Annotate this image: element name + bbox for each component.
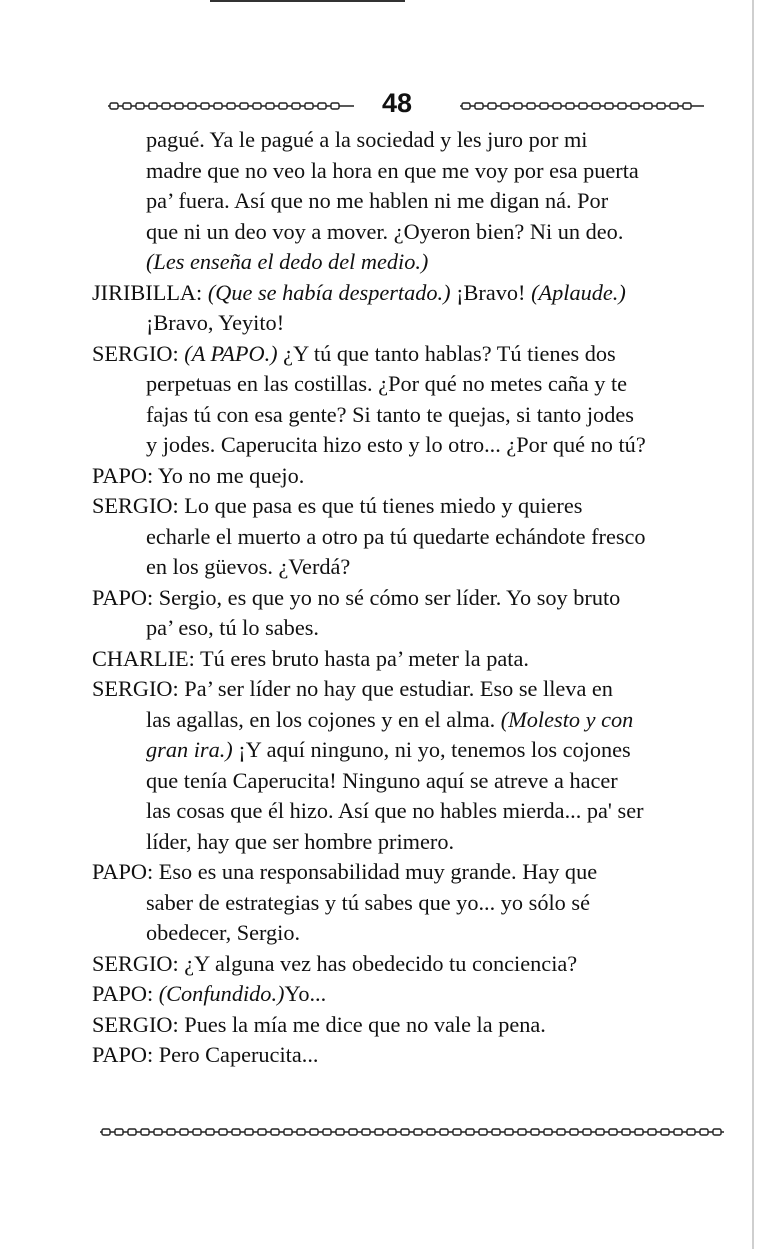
line-text: SERGIO: Lo que pasa es que tú tienes miedo y quieres — [92, 493, 583, 518]
line-text: las agallas, en los cojones y en el alma. — [146, 706, 501, 732]
stage-direction: gran ira.) — [146, 737, 233, 762]
top-edge-line — [210, 0, 405, 2]
line-text: ¿Y tú que tanto hablas? Tú tienes dos — [277, 340, 616, 366]
line-text: ¡Y aquí ninguno, ni yo, tenemos los cojones — [232, 737, 631, 762]
line-text: obedecer, Sergio. — [146, 920, 301, 945]
continuation-line — [92, 308, 722, 339]
chain-links — [108, 102, 354, 112]
stage-direction: (Que se había despertado.) — [207, 279, 451, 305]
line-text: en los güevos. ¿Verdá? — [146, 554, 351, 579]
continuation-line — [92, 766, 722, 797]
dialogue-line — [92, 278, 722, 309]
right-page-edge — [752, 0, 754, 1249]
line-text: que tenía Caperucita! Ninguno aquí se atreve a hacer — [146, 767, 618, 793]
line-text: PAPO: Sergio, es que yo no sé cómo ser líder. Yo soy bruto — [92, 584, 621, 610]
continuation-line — [92, 125, 722, 156]
line-text: ¡Bravo! — [450, 279, 532, 305]
chain-links — [100, 1128, 724, 1138]
line-text: SERGIO: Pa’ ser líder no hay que estudiar. Eso se lleva en — [92, 676, 613, 701]
continuation-line — [92, 156, 722, 187]
line-text: SERGIO: ¿Y alguna vez has obedecido tu conciencia? — [92, 950, 578, 976]
stage-direction: (A PAPO.) — [184, 340, 278, 366]
continuation-line — [92, 705, 722, 736]
continuation-line — [92, 552, 722, 583]
dialogue-line — [92, 583, 722, 614]
line-text: SERGIO: — [92, 340, 185, 366]
line-text: CHARLIE: Tú eres bruto hasta pa’ meter la pata. — [92, 645, 529, 671]
line-text: pa’ eso, tú lo sabes. — [146, 615, 319, 640]
dialogue-line — [92, 491, 722, 522]
line-text: Yo... — [284, 981, 327, 1006]
chain-links — [460, 102, 704, 112]
continuation-line — [92, 918, 722, 949]
line-text: PAPO: — [92, 981, 159, 1006]
continuation-line — [92, 827, 722, 858]
line-text: SERGIO: Pues la mía me dice que no vale la pena. — [92, 1011, 546, 1037]
continuation-line — [92, 247, 722, 278]
page-number: 48 — [381, 88, 413, 118]
dialogue-line — [92, 1010, 722, 1041]
line-text: JIRIBILLA: — [92, 279, 208, 305]
line-text: madre que no veo la hora en que me voy por esa puerta — [146, 157, 639, 183]
dialogue-line — [92, 1040, 722, 1071]
line-text: PAPO: Pero Caperucita... — [92, 1042, 319, 1067]
continuation-line — [92, 186, 722, 217]
line-text: ¡Bravo, Yeyito! — [146, 310, 285, 335]
line-text: PAPO: Yo no me quejo. — [92, 462, 305, 488]
stage-direction: (Molesto y con — [500, 706, 634, 732]
stage-direction: (Les enseña el dedo del medio.) — [146, 249, 429, 274]
line-text: que ni un deo voy a mover. ¿Oyeron bien? Ni un deo. — [146, 218, 624, 244]
dialogue-line — [92, 674, 722, 705]
continuation-line — [92, 400, 722, 431]
continuation-line — [92, 430, 722, 461]
continuation-line — [92, 796, 722, 827]
dialogue-line — [92, 949, 722, 980]
dialogue-line — [92, 857, 722, 888]
continuation-line — [92, 369, 722, 400]
line-text: líder, hay que ser hombre primero. — [146, 828, 455, 854]
stage-direction: (Confundido.) — [158, 981, 285, 1006]
line-text: PAPO: Eso es una responsabilidad muy grande. Hay que — [92, 859, 598, 884]
dialogue-line — [92, 979, 722, 1010]
header-chain-left — [108, 102, 354, 110]
header-chain-right — [460, 102, 704, 110]
continuation-line — [92, 735, 722, 766]
dialogue-line — [92, 644, 722, 675]
continuation-line — [92, 522, 722, 553]
line-text: fajas tú con esa gente? Si tanto te quejas, si tanto jodes — [146, 401, 634, 427]
line-text: las cosas que él hizo. Así que no hables mierda... pa' ser — [146, 798, 644, 823]
line-text: y jodes. Caperucita hizo esto y lo otro... ¿Por qué no tú? — [146, 432, 646, 457]
dialogue-line — [92, 339, 722, 370]
stage-direction: (Aplaude.) — [531, 279, 626, 305]
dialogue-line — [92, 461, 722, 492]
footer-chain — [100, 1128, 724, 1136]
continuation-line — [92, 217, 722, 248]
page-header — [0, 88, 765, 122]
continuation-line — [92, 888, 722, 919]
line-text: saber de estrategias y tú sabes que yo... yo sólo sé — [146, 889, 590, 915]
continuation-line — [92, 613, 722, 644]
play-text — [92, 125, 722, 1071]
line-text: pa’ fuera. Así que no me hablen ni me digan ná. Por — [146, 188, 609, 213]
line-text: perpetuas en las costillas. ¿Por qué no metes caña y te — [146, 371, 628, 396]
line-text: pagué. Ya le pagué a la sociedad y les juro por mi — [146, 127, 588, 152]
line-text: echarle el muerto a otro pa tú quedarte echándote fresco — [146, 523, 646, 549]
